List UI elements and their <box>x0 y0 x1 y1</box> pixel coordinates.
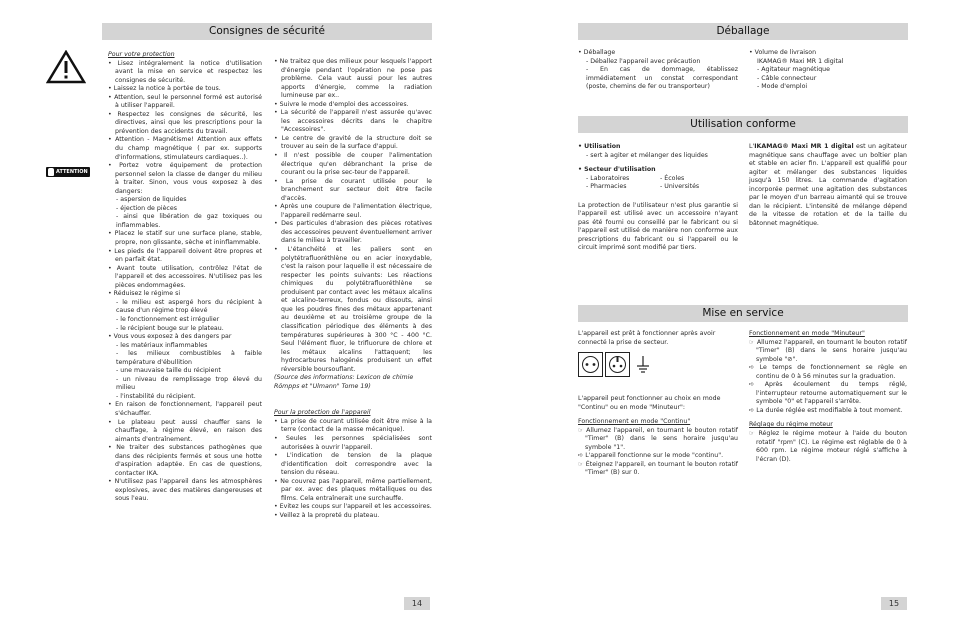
bullet-item: ☞ Éteignez l'appareil, en tournant le bouton rotatif "Timer" (B) sur 0. <box>578 460 738 477</box>
bullet-item: • Les pieds de l'appareil doivent être propres et en parfait état. <box>108 247 262 264</box>
section-header-intended-use: Utilisation conforme <box>578 116 908 133</box>
sub-item: - Mode d'emploi <box>757 83 808 91</box>
bullet-item: ➪ Le temps de fonctionnement se règle en continu de 0 à 56 minutes sur la graduation. <box>749 364 907 380</box>
page-number-right: 15 <box>881 597 907 610</box>
section-header-safety: Consignes de sécurité <box>102 23 432 40</box>
commissioning-right <box>749 330 907 464</box>
intended-use-left <box>578 143 738 253</box>
product-desc: est un agitateur magnétique sans chauffage avec un boîtier plan et stable en acier fin. L'appareil est qualifié pour agiter et mélanger des substances liquides jusqu'à 150 litres. La commande d'agitation incorporée permet une agitation des substances par le moyen d'un barreau aimanté qui se trouve dan le récipient. L'intensité de mélange dépend de la vitesse de rotation et de la taille du bâtonnet magnétique. <box>749 143 908 227</box>
commissioning-intro: L'appareil est prêt à fonctionner après avoir connecté la prise de secteur. <box>578 330 716 346</box>
bullet-item: ➪ L'appareil fonctionne sur le mode "continu". <box>578 452 724 460</box>
plug-symbols <box>578 352 738 382</box>
bullet-item: • Réduisez le régime si <box>108 290 181 298</box>
usage-text: - sert à agiter et mélanger des liquides <box>586 151 708 159</box>
bullet-item: • Des particules d'abrasion des pièces rotatives des accessoires peuvent éventuellement arriver dans le milieu à travailler. <box>274 220 432 245</box>
section-header-commissioning: Mise en service <box>578 305 908 322</box>
sector-item: - Laboratoires <box>586 174 630 182</box>
bullet-item: • Attention - Magnétisme! Attention aux effets du champ magnétique ( par ex. supports d'informations, stimulateurs cardiaques..). <box>108 136 262 161</box>
commissioning-left <box>578 330 738 478</box>
source-note: (Source des informations: Lexicon de chimie Römpps et "Ulmann" Tome 19) <box>274 374 414 390</box>
bullet-item: • Laissez la notice à portée de tous. <box>108 85 221 93</box>
bullet-item: • Déballage <box>578 49 616 56</box>
unpacking-left <box>578 49 738 92</box>
product-description <box>749 143 907 228</box>
bullet-item: • L'étanchéité et les paliers sont en polytétrafluoréthlène ou en acier inoxydable, c'est la raison pour laquelle il est nécessaire de respecter les points suivants: Les réactions chimiques du polytétrafluoréthlène se produisent par contact avec les métaux alcalins et alcalino-terreux, fondus ou dissouts, ainsi que les poudres fines des métaux appartenant au deuxième et au troisième groupe de la classification périodique des éléments à des températures supérieures à 300 °C - 400 °C. Seul l'élément fluor, le trifluorure de chlore et les métaux alcalins l'attaquent; les hydrocarbures halogénés produisent un effet réversible boursouflant. <box>274 246 432 373</box>
bullet-item: • Respectez les consignes de sécurité, les directives, ainsi que les prescriptions pour la prévention des accidents du travail. <box>108 110 262 135</box>
bullet-item: • Placez le statif sur une surface plane, stable, propre, non glissante, sèche et ininflammable. <box>108 230 262 247</box>
subheading: Fonctionnement en mode "Minuteur" <box>749 330 865 337</box>
bullet-item: • Vous vous exposez à des dangers par <box>108 333 232 341</box>
sub-item: - une mauvaise taille du récipient <box>116 367 221 375</box>
bullet-item: ➪ La durée réglée est modifiable à tout moment. <box>749 406 903 414</box>
sector-label: • Secteur d'utilisation <box>578 166 656 174</box>
modes-paragraph: L'appareil peut fonctionner au choix en mode "Continu" ou en mode "Minuteur": <box>578 395 721 411</box>
bullet-item: ☞ Allumez l'appareil, en tournant le bouton rotatif "Timer" (B) dans le sens horaire jusqu'au symbole "1". <box>578 426 738 451</box>
sub-item: IKAMAG® Maxi MR 1 digital <box>757 57 844 65</box>
bullet-item: • Evitez les coups sur l'appareil et les accessoires. <box>274 503 432 511</box>
bullet-item: • En raison de fonctionnement, l'appareil peut s'échauffer. <box>108 401 262 417</box>
sector-item: - Écoles <box>660 174 685 182</box>
sub-item: - le milieu est aspergé hors du récipient à cause d'un régime trop élevé <box>116 298 262 315</box>
socket-icon <box>578 352 630 378</box>
sub-item: - éjection de pièces <box>116 204 177 212</box>
bullet-item: • Ne couvrez pas l'appareil, même partiellement, par ex. avec des plaques métalliques ou des films. Cela entraînerait une surchauffe. <box>274 477 432 502</box>
sub-item: - le fonctionnement est irrégulier <box>116 315 220 323</box>
bullet-item: • Attention, seul le personnel formé est autorisé à utiliser l'appareil. <box>108 93 262 110</box>
bullet-item: • Le centre de gravité de la structure doit se trouver au sein de la surface d'appui. <box>274 134 432 151</box>
sub-item: - ainsi que libération de gaz toxiques ou inflammables. <box>116 213 262 229</box>
bullet-item: • Suivre le mode d'emploi des accessoires. <box>274 100 409 108</box>
bullet-item: • Veillez à la propreté du plateau. <box>274 511 380 519</box>
sub-item: - Agitateur magnétique <box>757 66 830 74</box>
intended-use-right <box>749 143 907 228</box>
bullet-item: • Ne traitez que des milieux pour lesquels l'apport d'énergie pendant l'opération ne pose pas problème. Cela vaut aussi pour les autres apports d'énergie, comme la radiation lumineuse par ex.. <box>274 58 432 100</box>
safety-column-2 <box>274 58 432 520</box>
warning-triangle-icon <box>46 50 86 84</box>
protection-paragraph: La protection de l'utilisateur n'est plus garantie si l'appareil est utilisé avec un accessoire n'ayant pas été fourni ou conseillé par le fabricant ou si l'appareil est utilisé de manière non conforme aux prescriptions du fabricant ou si l'appareil ou le circuit imprimé sont modifié par tiers. <box>578 201 738 252</box>
subheading: Fonctionnement en mode "Continu" <box>578 418 691 426</box>
attention-badge <box>46 167 90 177</box>
ground-symbol-icon <box>636 355 650 375</box>
bullet-item: • Le plateau peut aussi chauffer sans le chauffage, à régime élevé, en raison des aimants d'entraînement. <box>108 418 262 443</box>
sector-list-b <box>660 175 699 192</box>
sub-item: - Déballez l'appareil avec précaution <box>586 57 701 65</box>
sub-item: - un niveau de remplissage trop élevé du milieu <box>116 375 262 392</box>
bullet-item: • Volume de livraison <box>749 49 817 56</box>
safety-column-1 <box>108 51 262 504</box>
sub-item: - En cas de dommage, établissez immédiatement un constat correspondant (poste, chemins de fer ou transporteur) <box>586 66 738 91</box>
bullet-item: • Il n'est possible de couper l'alimentation électrique qu'en débranchant la prise de courant ou la prise sec-teur de l'appareil. <box>274 152 432 177</box>
bullet-item: • L'indication de tension de la plaque d'identification doit correspondre avec la tension du réseau. <box>274 452 432 477</box>
bullet-item: • Après une coupure de l'alimentation électrique, l'appareil redémarre seul. <box>274 203 432 219</box>
sub-item: - l'instabilité du récipient. <box>116 392 196 400</box>
bullet-item: • La prise de courant utilisée doit être mise à la terre (contact de la masse mécanique). <box>274 417 432 434</box>
sector-list-a <box>578 175 660 192</box>
subheading: Pour votre protection <box>108 51 175 58</box>
sub-item: - les milieux combustibles à faible température d'ébullition <box>116 350 262 366</box>
bullet-item: • Portez votre équipement de protection personnel selon la classe de danger du milieu à traiter. Sinon, vous vous exposez à des dangers: <box>108 162 262 195</box>
bullet-item: • La prise de courant utilisée pour le branchement sur secteur doit être facile d'accès. <box>274 177 432 202</box>
bullet-item: • N'utilisez pas l'appareil dans les atmosphères explosives, avec des matières dangereuses et sous l'eau. <box>108 478 262 503</box>
bullet-item: • Ne traiter des substances pathogènes que dans des récipients fermés et sous une hotte d'aspiration adaptée. En cas de questions, contacter IKA. <box>108 444 262 477</box>
subheading: Pour la protection de l'appareil <box>274 409 371 417</box>
hand-icon <box>48 168 54 176</box>
page-number-left: 14 <box>404 597 430 610</box>
attention-label: ATTENTION <box>56 169 88 175</box>
section-header-unpacking: Déballage <box>578 23 908 40</box>
bullet-item: • Lisez intégralement la notice d'utilisation avant la mise en service et respectez les consignes de sécurité. <box>108 59 262 84</box>
continuous-mode-steps <box>578 418 738 478</box>
sector-item: - Pharmacies <box>586 183 627 191</box>
bullet-item: • Seules les personnes spécialisées sont autorisées à ouvrir l'appareil. <box>274 434 432 451</box>
sector-item: - Universités <box>660 183 700 191</box>
sub-item: - le récipient bouge sur le plateau. <box>116 324 224 332</box>
product-name: IKAMAG® Maxi MR 1 digital <box>754 143 854 150</box>
sub-item: - aspersion de liquides <box>116 196 187 204</box>
sub-item: - Câble connecteur <box>757 74 817 82</box>
bullet-item: ☞ Réglez le régime moteur à l'aide du bouton rotatif "rpm" (C). Le régime est réglable de 0 à 600 rpm. Le régime moteur réglé s'affiche à l'écran (D). <box>749 430 907 463</box>
sub-item: - les matériaux inflammables <box>116 341 208 349</box>
bullet-item: • La sécurité de l'appareil n'est assurée qu'avec les accessoires décrits dans le chapitre "Accessoires". <box>274 109 432 134</box>
subheading: Réglage du régime moteur <box>749 421 833 429</box>
bullet-item: ☞ Allumez l'appareil, en tournant le bouton rotatif "Timer" (B) dans le sens horaire jusqu'au symbole "⊘". <box>749 338 907 363</box>
bullet-item: • Avant toute utilisation, contrôlez l'état de l'appareil et des accessoires. N'utilisez pas les pièces endommagées. <box>108 264 262 289</box>
product-prefix: L' <box>749 143 755 150</box>
unpacking-right <box>749 49 907 92</box>
usage-label: • Utilisation <box>578 143 621 150</box>
bullet-item: ➪ Après écoulement du temps réglé, l'interrupteur retourne automatiquement sur le symbole "0" et l'appareil s'arrête. <box>749 381 907 406</box>
